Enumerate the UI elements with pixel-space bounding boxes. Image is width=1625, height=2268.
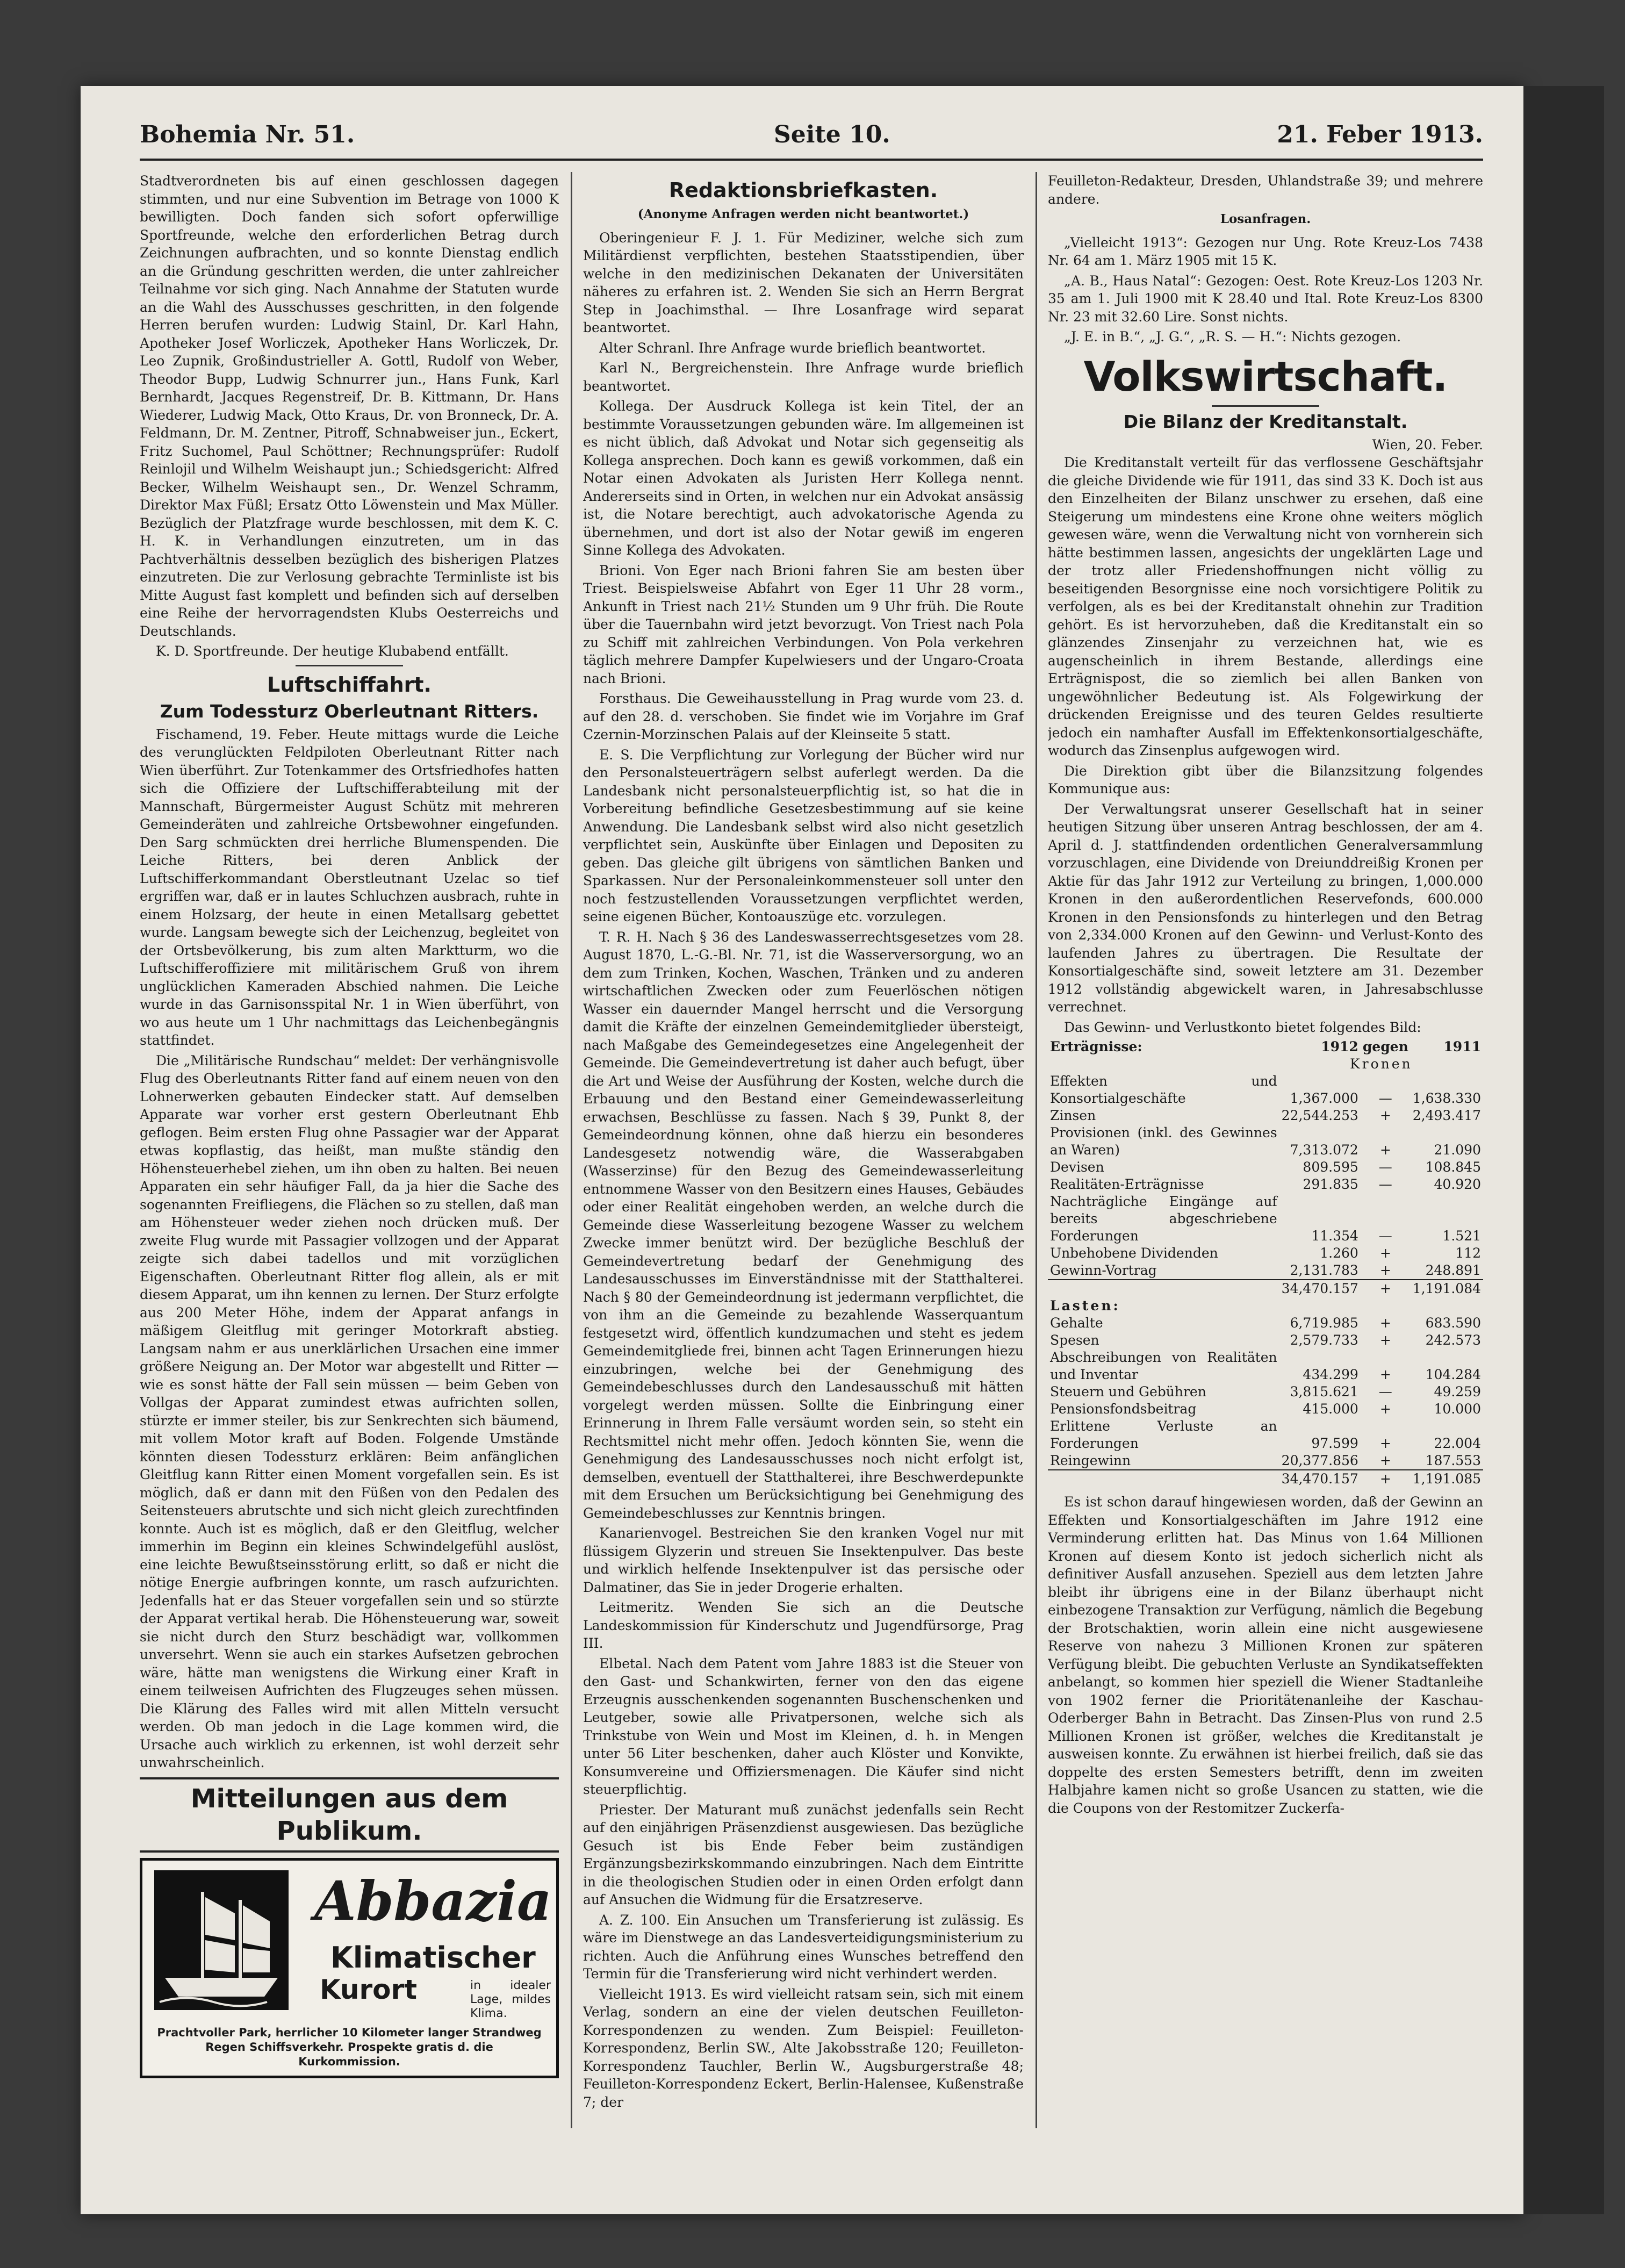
- sport-paragraph: Stadtverordneten bis auf einen geschlossen dagegen stimmten, und nur eine Subvention im Betrage von 1000 K bewilligten. Doch fanden sich sofort opferwillige Sportfreunde, welche den erforderlichen Betrag durch Zeichnungen aufbrachten, und so konnte Dienstag endlich an die Gründung geschritten werden, die unter zahlreicher Teilnahme vor sich ging. Nach Annahme der Statuten wurde an die Wahl des Ausschusses geschritten, in den folgende Herren berufen wurden: Ludwig Stainl, Dr. Karl Hahn, Apotheker Josef Worliczek, Apotheker Hans Worliczek, Dr. Leo Zupnik, Großindustrieller A. Gottl, Rudolf von Weber, Theodor Bupp, Ludwig Schnurrer jun., Hans Funk, Karl Bernhardt, Jacques Regenstreif, Dr. B. Kittmann, Dr. Hans Wiederer, Ludwig Mack, Otto Kraus, Dr. von Bronneck, Dr. A. Feldmann, Dr. M. Zentner, Pitroff, Schnabweiser jun., Eckert, Fritz Suchomel, Paul Schöttner; Rechnungsprüfer: Rudolf Reinlojil und Wilhelm Weishaupt jun.; Schiedsgericht: Alfred Becker, Wilhelm Weishaupt sen., Dr. Wenzel Schramm, Direktor Max Füßl; Ersatz Otto Löwenstein und Max Müller. Bezüglich der Platzfrage wurde beschlossen, mit dem K. C. H. K. in Verhandlungen einzutreten, um in das Pachtverhältnis desselben bezüglich des bisherigen Platzes einzutreten. Die zur Verlosung gebrachte Terminliste ist bis Mitte August fast komplett und befinden sich auf derselben eine Reihe der hervorragendsten Klubs Oesterreichs und Deutschlands.: [140, 173, 559, 639]
- income-rows: [1048, 1073, 1483, 1280]
- table-row: [1048, 1383, 1483, 1401]
- answer-paragraph: Forsthaus. Die Geweihausstellung in Prag wurde vom 23. d. auf den 28. d. verschoben. Sie findet wie im Vorjahre im Graf Czernin-Morzinschen Palais auf der Kleinseite 5 statt.: [583, 691, 1024, 742]
- divider: [296, 665, 403, 666]
- lottery-answer: „J. E. in B.“, „J. G.“, „R. S. — H.“: Nichts gezogen.: [1064, 329, 1401, 344]
- table-cell-label: Spesen: [1050, 1332, 1099, 1348]
- article-paragraph: Der Verwaltungsrat unserer Gesellschaft hat in seiner heutigen Sitzung über unseren Antrag beschlossen, der am 4. April d. J. stattfindenden ordentlichen Generalversammlung vorzuschlagen, eine Dividende von Dreiunddreißig Kronen per Aktie für das Jahr 1912 zur Verteilung zu bringen, 1,000.000 Kronen in den außerordentlichen Reservefonds, 600.000 Kronen in den Pensionsfonds zu hinterlegen und den Betrag von 2,334.000 Kronen auf den Gewinn- und Verlust-Konto des laufenden Jahres zu übertragen. Die Resultate der Konsortialgeschäfte sind, soweit letztere am 31. Dezember 1912 vollständig abgewickelt waren, in Jahresabschlusse verrechnet.: [1048, 801, 1483, 1015]
- table-cell-v1911: 10.000: [1434, 1401, 1481, 1417]
- header-rule: [140, 159, 1483, 161]
- table-cell-v1911: 248.891: [1425, 1262, 1481, 1278]
- article-paragraph: Die Kreditanstalt verteilt für das verflossene Geschäftsjahr die gleiche Dividende wie für 1911, das sind 33 K. Doch ist aus den Einzelheiten der Bilanz unschwer zu ersehen, daß eine Steigerung um mindestens eine Krone ohne weiters möglich gewesen wäre, wenn die Verwaltung nicht von vornherein sich hätte bestimmen lassen, angesichts der ungeklärten Lage und der trotz aller Friedenshoffnungen nicht völlig zu beseitigenden Besorgnisse eine noch vorsichtigere Politik zu verfolgen, als es bei der Kreditanstalt ohnehin zur Tradition gehört. Es ist hervorzuheben, daß die Kreditanstalt ein so glänzendes Zinsenjahr zu verzeichnen hat, wie es augenscheinlich in ihrem Bestande, allerdings eine Erträgnispost, die so ziemlich bei allen Banken von ungewöhnlicher Bedeutung ist. Als Folgewirkung der drückenden Ereignisse und des teuren Geldes resultierte jedoch ein namhafter Ausfall im Effektenkonsortialgeschäfte, wodurch das Zinsenplus aufgewogen wird.: [1048, 455, 1483, 758]
- table-cell-v1911: 108.845: [1425, 1159, 1481, 1175]
- ad-section-title: Mitteilungen aus dem Publikum.: [140, 1777, 559, 1853]
- expense-total-1912: 34,470.157: [1279, 1470, 1361, 1488]
- table-cell-v1911: 242.573: [1425, 1332, 1481, 1348]
- newspaper-page: [81, 86, 1523, 2214]
- ad-footer: Prachtvoller Park, herrlicher 10 Kilometer langer Strandweg Regen Schiffsverkehr. Prospekte gratis d. die Kurkommission.: [157, 2026, 542, 2068]
- table-cell-v1912: 3,815.621: [1290, 1384, 1358, 1399]
- table-cell-label: Devisen: [1050, 1159, 1104, 1175]
- answer-paragraph: Leitmeritz. Wenden Sie sich an die Deutsche Landeskommission für Kinderschutz und Jugendfürsorge, Prag III.: [583, 1599, 1024, 1651]
- article-closing-paragraph: Es ist schon darauf hingewiesen worden, daß der Gewinn an Effekten und Konsortialgeschäften im Jahre 1912 eine Verminderung erlitten hat. Das Minus von 1.64 Millionen Kronen auf diesem Konto ist jedoch sicherlich nicht als definitiver Ausfall anzusehen. Speziell aus dem letzten Jahre bleibt ihr übrigens eine in der Bilanz überhaupt nicht einbezogene Transaktion zur Verfügung, nämlich die Begebung der Brotschaktien, worin allein eine nicht ausgewiesene Reserve von nahezu 3 Millionen Kronen zur späteren Verfügung bleibt. Die gebuchten Verluste an Syndikatseffekten anbelangt, so kommen hier speziell die Wiener Stadtanleihe von 1902 ferner die Prioritätenanleihe der Kaschau-Oderberger Bahn in Betracht. Das Zinsen-Plus von rund 2.5 Millionen Kronen ist größer, welches die Kreditanstalt je ausweisen konnte. Zu erwähnen ist hierbei freilich, daß sie das doppelte des ersten Semesters betrifft, denn im zweiten Halbjahre kamen nicht so große Usancen zu statten, wie die die Coupons von der Restomitzer Zuckerfa-: [1048, 1494, 1483, 1816]
- page-header: [140, 121, 1483, 159]
- table-row: [1048, 1073, 1483, 1107]
- table-cell-v1912: 2,131.783: [1290, 1262, 1358, 1278]
- table-vs: gegen: [1362, 1039, 1408, 1054]
- answer-paragraph: Alter Schranl. Ihre Anfrage wurde brieflich beantwortet.: [599, 340, 986, 356]
- table-cell-v1912: 11.354: [1311, 1228, 1358, 1244]
- table-row: [1048, 1176, 1483, 1193]
- table-cell-sign: —: [1378, 1090, 1392, 1106]
- table-cell-label: Realitäten-Erträgnisse: [1050, 1176, 1204, 1192]
- table-cell-sign: +: [1379, 1453, 1391, 1468]
- table-cell-v1911: 40.920: [1434, 1176, 1481, 1192]
- answer-paragraph: Priester. Der Maturant muß zunächst jedenfalls sein Recht auf den einjährigen Präsenzdienst ausgewiesen. Das bezügliche Gesuch ist bis Ende Feber beim zuständigen Ergänzungsbezirkskommando einzubringen. Nach dem Eintritte in die theologischen Studien oder in einen Orden erfolgt dann auf Ansuchen die Widmung für die Ersatzreserve.: [583, 1802, 1024, 1907]
- article-title-bilanz: Die Bilanz der Kreditanstalt.: [1123, 411, 1408, 432]
- section-title-letterbox: Redaktionsbriefkasten.: [668, 178, 938, 202]
- table-cell-v1911: 2,493.417: [1412, 1108, 1481, 1123]
- table-cell-v1911: 104.284: [1425, 1367, 1481, 1382]
- sailing-ship-icon: [154, 1870, 289, 2010]
- dateline: Wien, 20. Feber.: [1372, 436, 1483, 453]
- table-cell-label: Zinsen: [1050, 1108, 1096, 1123]
- ad-side-text: in idealer Lage, mildes Klima.: [470, 1978, 551, 2020]
- section-title-aviation: Luftschiffahrt.: [267, 672, 432, 697]
- table-cell-v1912: 20,377.856: [1281, 1453, 1358, 1468]
- table-cell-v1912: 1,367.000: [1290, 1090, 1358, 1106]
- lottery-title: Losanfragen.: [1220, 212, 1311, 226]
- lottery-answer: „A. B., Haus Natal“: Gezogen: Oest. Rote Kreuz-Los 1203 Nr. 35 am 1. Juli 1900 mit K 28.40 und Ital. Rote Kreuz-Los 8300 Nr. 23 mit 32.60 Lire. Sonst nichts.: [1048, 272, 1483, 325]
- table-year-1912: 1912: [1321, 1039, 1358, 1054]
- article-paragraph: Die Direktion gibt über die Bilanzsitzung folgendes Kommunique aus:: [1048, 763, 1483, 796]
- table-cell-sign: +: [1379, 1401, 1391, 1417]
- expense-total-row: [1048, 1470, 1483, 1488]
- article-paragraph: Die „Militärische Rundschau“ meldet: Der verhängnisvolle Flug des Oberleutnants Ritter fand auf einem neuen von den Lohnerwerken gebauten Eindecker statt. Auf demselben Apparate war vorher erst gestern Oberleutnant Ehb geflogen. Beim ersten Flug ohne Passagier war der Apparat etwas kopflastig, das heißt, man mußte ständig den Höhensteuerhebel ziehen, um ihn oben zu halten. Bei neuen Apparaten ein sehr häufiger Fall, da ja hier die Sache des sogenannten Freifliegens, die Flächen so zu stellen, daß man am Höhensteuer weder ziehen noch drücken muß. Der zweite Flug wurde mit Passagier vollzogen und der Apparat zeigte sich dabei tadellos und mit vorzüglichen Eigenschaften. Oberleutnant Ritter flog allein, als er mit diesem Apparat, um ihn kennen zu lernen. Der Sturz erfolgte aus 200 Meter Höhe, indem der Apparat anfangs in mäßigem Gleitflug mit geringer Motorkraft abstieg. Langsam nahm er aus unerklärlichen Ursachen eine immer größere Neigung an. Der Motor war abgestellt und Ritter — wie es sonst hätte der Fall sein müssen — beim Geben von Vollgas der Apparat zumindest etwas aufrichten sollen, stürzte er immer steiler, bis zur Senkrechten sich bäumend, mit vollem Motor kraft auf Boden. Folgende Umstände könnten diesen Todessturz erklären: Beim anfänglichen Gleitflug kann Ritter einen Moment vorgefallen sein. Es ist möglich, daß er dann mit den Füßen von den Pedalen des Seitensteuers abrutschte und sich nicht gleich zurechtfinden konnte. Auch ist es möglich, daß er den Gleitflug, welcher immerhin im Beginn ein kleines Schwindelgefühl auslöst, eine leichte Bewußtseinsstörung erlitt, so daß er nicht die nötige Energie aufbringen konnte, um rasch aufzurichten. Jedenfalls hat er das Steuer vorgefallen sein und so stürzte der Apparat vertikal herab. Die Höhensteuerung war, soweit sie nicht durch den Sturz beschädigt war, vollkommen unversehrt. Wenn sie auch ein starkes Aufsetzen gebrochen wäre, hätte man wenigstens die Wirkung einer Kraft in einem teilweisen Aufrichten des Flugzeuges sehen müssen. Die Klärung des Falles wird mit allen Mitteln versucht werden. Ob man jedoch in die Lage kommen wird, die Ursache auch wirklich zu erkennen, ist wohl derzeit sehr unwahrscheinlich.: [140, 1052, 559, 1770]
- table-cell-label: Gehalte: [1050, 1315, 1103, 1331]
- table-cell-sign: —: [1378, 1228, 1392, 1244]
- table-row: [1048, 1124, 1483, 1159]
- table-cell-v1911: 683.590: [1425, 1315, 1481, 1331]
- column-rule-2: [1036, 172, 1037, 2128]
- table-cell-v1912: 415.000: [1303, 1401, 1358, 1417]
- table-cell-sign: +: [1379, 1367, 1391, 1382]
- income-total-sign: +: [1361, 1280, 1411, 1297]
- column-rule-1: [571, 172, 572, 2128]
- answer-paragraph: Vielleicht 1913. Es wird vielleicht ratsam sein, sich mit einem Verlag, sondern an eine der vielen deutschen Feuilleton-Korrespondenzen zu wenden. Zum Beispiel: Feuilleton-Korrespondenz, Berlin SW., Alte Jakobsstraße 120; Feuilleton-Korrespondenz Tauchler, Berlin W., Augsburgerstraße 48; Feuilleton-Korrespondenz Eckert, Berlin-Halensee, Kußenstraße 7; der: [583, 1986, 1024, 2110]
- table-row: [1048, 1452, 1483, 1470]
- page-number: Seite 10.: [774, 121, 890, 148]
- table-row: [1048, 1245, 1483, 1262]
- table-cell-label: Provisionen (inkl. des Gewinnes an Waren): [1050, 1125, 1277, 1158]
- expense-total-sign: +: [1361, 1470, 1411, 1488]
- table-cell-sign: —: [1378, 1159, 1392, 1175]
- answer-paragraph: Kanarienvogel. Bestreichen Sie den kranken Vogel nur mit flüssigem Glyzerin und streuen Sie Insektenpulver. Das beste und wirklich helfende Insektenpulver ist das persische oder Dalmatiner, das Sie in jeder Drogerie erhalten.: [583, 1525, 1024, 1595]
- table-cell-label: Abschreibungen von Realitäten und Inventar: [1050, 1350, 1277, 1382]
- table-cell-v1912: 97.599: [1311, 1436, 1358, 1451]
- table-cell-v1912: 7,313.072: [1290, 1142, 1358, 1158]
- table-cell-v1911: 1,638.330: [1412, 1090, 1481, 1106]
- answer-paragraph: Oberingenieur F. J. 1. Für Mediziner, welche sich zum Militärdienst verpflichten, bestehen Staatsstipendien, über welche in den medizinischen Dekanaten der Universitäten näheres zu erfahren ist. 2. Wenden Sie sich an Herrn Bergrat Step in Joachimsthal. — Ihre Losanfrage wird separat beantwortet.: [583, 229, 1024, 335]
- table-cell-v1912: 6,719.985: [1290, 1315, 1358, 1331]
- table-cell-sign: +: [1379, 1245, 1391, 1261]
- article-paragraph: Das Gewinn- und Verlustkonto bietet folgendes Bild:: [1064, 1019, 1421, 1035]
- table-unit: Kronen: [1349, 1056, 1413, 1072]
- sport-note: K. D. Sportfreunde. Der heutige Klubabend entfällt.: [156, 643, 509, 659]
- table-cell-label: Erlittene Verluste an Forderungen: [1050, 1418, 1277, 1451]
- table-cell-v1912: 2,579.733: [1290, 1332, 1358, 1348]
- answer-paragraph: T. R. H. Nach § 36 des Landeswasserrechtsgesetzes vom 28. August 1870, L.-G.-Bl. Nr. 71, ist die Wasserversorgung, wo an dem zum Trinken, Kochen, Waschen, Tränken und zu anderen wirtschaftlichen Zwecken oder zum Feuerlöschen nötigen Wasser ein dauernder Mangel herrscht und die Versorgung damit die Kräfte der einzelnen Gemeindemitglieder übersteigt, nach Maßgabe des Gemeindegesetzes eine Angelegenheit der Gemeinde. Die Gemeindevertretung ist daher auch befugt, über die Art und Weise der Ausführung der Kosten, welche durch die Erbauung und den Bestand einer Gemeindewasserleitung erwachsen, Beschlüsse zu fassen. Nach § 39, Punkt 8, der Gemeindeordnung können, ohne daß hierzu ein besonderes Landesgesetz notwendig wäre, die Wasserabgaben (Wasserzinse) für den Bezug des Gemeindewasserleitung entnommene Wasser von den Besitzern eines Hauses, Gebäudes oder einer Realität eingehoben werden, an welche durch die Gemeinde diese Wasserleitung bezogene Wasser zu welchem Zwecke immer benützt wird. Der bezügliche Beschluß der Gemeindevertretung bedarf der Genehmigung des Landesausschusses im Einverständnisse mit der Statthalterei. Nach § 80 der Gemeindeordnung ist jedermann verpflichtet, die von ihm an die Gemeinde zu bezahlende Wasserquantum festgesetzt wird, öffentlich kundzumachen und steht es jedem Gemeindemitgliede frei, binnen acht Tagen Erinnerungen hiezu einzubringen, welche bei der Genehmigung des Gemeindebeschlusses durch den Landesausschuß mit hätten vorgelegt werden müssen. Sollte die Einbringung einer Erinnerung in Ihrem Falle versäumt worden sein, so steht ein Rechtsmittel nicht mehr offen. Jedoch könnten Sie, wenn die Genehmigung des Landesausschusses noch nicht erfolgt ist, demselben, eventuell der Statthalterei, ihre Beschwerdepunkte mit dem Ersuchen um Berücksichtigung bei Genehmigung des Gemeindebeschlusses zur Kenntnis bringen.: [583, 929, 1024, 1521]
- answer-paragraph: Kollega. Der Ausdruck Kollega ist kein Titel, der an bestimmte Voraussetzungen gebunden wäre. Im allgemeinen ist es nicht üblich, daß Advokat und Notar sich gegenseitig als Kollega ansprechen. Doch kann es gewiß vorkommen, daß ein Notar einen Advokaten als Juristen Herr Kollega nennt. Andererseits sind in Orten, in welchen nur ein Advokat ansässig ist, die Notare berechtigt, auch advokatorische Agenda zu übernehmen, und dort ist also der Notar gewiß im engeren Sinne Kollega des Advokaten.: [583, 398, 1024, 558]
- table-cell-sign: —: [1378, 1384, 1392, 1399]
- issue-date: 21. Feber 1913.: [1277, 121, 1483, 148]
- expense-rows: [1048, 1315, 1483, 1470]
- table-row: [1048, 1193, 1483, 1245]
- section-title-economy: Volkswirtschaft.: [1083, 352, 1448, 400]
- income-total-row: [1048, 1280, 1483, 1297]
- table-cell-label: Gewinn-Vortrag: [1050, 1262, 1157, 1278]
- table-cell-sign: +: [1379, 1436, 1391, 1451]
- income-total-1912: 34,470.157: [1279, 1280, 1361, 1297]
- table-cell-sign: +: [1379, 1108, 1391, 1123]
- letterbox-continuation: Feuilleton-Redakteur, Dresden, Uhlandstraße 39; und mehrere andere.: [1048, 173, 1483, 207]
- abbazia-advertisement: [140, 1858, 559, 2078]
- table-label-lasten: Lasten:: [1050, 1298, 1120, 1314]
- table-cell-label: Unbehobene Dividenden: [1050, 1245, 1218, 1261]
- table-row: [1048, 1159, 1483, 1176]
- divider: [1212, 405, 1319, 407]
- column-3: [1048, 172, 1483, 2161]
- table-cell-label: Steuern und Gebühren: [1050, 1384, 1206, 1399]
- table-row: [1048, 1349, 1483, 1383]
- income-total-1911: 1,191.084: [1411, 1280, 1483, 1297]
- table-cell-sign: —: [1378, 1176, 1392, 1192]
- table-cell-v1911: 49.259: [1434, 1384, 1481, 1399]
- ad-line-2: Kurort: [320, 1973, 418, 2005]
- table-cell-sign: +: [1379, 1142, 1391, 1158]
- table-cell-v1911: 1.521: [1442, 1228, 1481, 1244]
- table-cell-label: Nachträgliche Eingänge auf bereits abgeschriebene Forderungen: [1050, 1194, 1277, 1244]
- lottery-answer: „Vielleicht 1913“: Gezogen nur Ung. Rote Kreuz-Los 7438 Nr. 64 am 1. März 1905 mit 15 K.: [1048, 234, 1483, 268]
- ad-line-1: Klimatischer: [330, 1940, 536, 1975]
- column-1: [140, 172, 559, 2161]
- ad-name: Abbazia: [314, 1869, 552, 1933]
- table-row: [1048, 1332, 1483, 1349]
- table-cell-v1912: 1.260: [1320, 1245, 1358, 1261]
- table-row: [1048, 1107, 1483, 1124]
- column-2: [583, 172, 1024, 2161]
- answer-paragraph: A. Z. 100. Ein Ansuchen um Transferierung ist zulässig. Es wäre im Dienstwege an das Landesverteidigungsministerium zu richten. Auch die Anführung eines Wunsches betreffend den Termin für die Transferierung wird nicht verhindert werden.: [583, 1912, 1024, 1982]
- letterbox-note: (Anonyme Anfragen werden nicht beantwortet.): [637, 207, 969, 221]
- answer-paragraph: Brioni. Von Eger nach Brioni fahren Sie am besten über Triest. Beispielsweise Abfahrt von Eger 11 Uhr 28 vorm., Ankunft in Triest nach 21½ Stunden um 9 Uhr früh. Die Route über die Tauernbahn wird jetzt bevorzugt. Von Triest nach Pola zu Schiff mit zahlreichen Verbindungen. Von Pola verkehren täglich mehrere Dampfer Kupelwiesers und der Ungaro-Croata nach Brioni.: [583, 562, 1024, 686]
- table-label-ertraege: Erträgnisse:: [1050, 1039, 1142, 1054]
- table-row: [1048, 1262, 1483, 1280]
- issue-number: Bohemia Nr. 51.: [140, 121, 355, 148]
- table-cell-v1911: 187.553: [1425, 1453, 1481, 1468]
- table-cell-sign: +: [1379, 1315, 1391, 1331]
- profit-loss-table: [1048, 1038, 1483, 1488]
- page-edge: [1523, 86, 1604, 2214]
- table-cell-sign: +: [1379, 1332, 1391, 1348]
- table-row: [1048, 1418, 1483, 1452]
- article-title-ritter: Zum Todessturz Oberleutnant Ritters.: [160, 700, 539, 722]
- table-year-1911: 1911: [1443, 1039, 1481, 1054]
- answer-paragraph: Karl N., Bergreichenstein. Ihre Anfrage wurde brieflich beantwortet.: [583, 360, 1024, 394]
- table-cell-label: Reingewinn: [1050, 1453, 1131, 1468]
- expense-total-1911: 1,191.085: [1411, 1470, 1483, 1488]
- answer-paragraph: Elbetal. Nach dem Patent vom Jahre 1883 ist die Steuer von den Gast- und Schankwirten, ferner von den das eigene Erzeugnis ausschenkenden sogenannten Buschenschenken und Leutgeber, sowie alle Privatpersonen, welche sich als Trinkstube von Wein und Most im Kleinen, d. h. in Mengen unter 56 Liter beschenken, daher auch Klöster und Konvikte, Konsumvereine und Offiziersmenagen. Die Käufer sind nicht steuerpflichtig.: [583, 1655, 1024, 1797]
- article-paragraph: Fischamend, 19. Feber. Heute mittags wurde die Leiche des verunglückten Feldpiloten Oberleutnant Ritter nach Wien überführt. Zur Totenkammer des Ortsfriedhofes hatten sich die Offiziere der Luftschifferabteilung mit der Mannschaft, Bürgermeister August Schütz mit mehreren Gemeinderäten und zahlreiche Ortsbewohner eingefunden. Den Sarg schmückten drei herrliche Blumenspenden. Die Leiche Ritters, bei deren Anblick der Luftschifferkommandant Oberstleutnant Uzelac so tief ergriffen war, daß er in lautes Schluchzen ausbrach, ruhte in einem Holzsarg, der heute in einen Metallsarg gebettet wurde. Langsam bewegte sich der Leichenzug, begleitet von der Ortsbevölkerung, bis zum alten Marktturm, wo die Luftschifferoffiziere mit militärischem Gruß von ihrem unglücklichen Kameraden Abschied nahmen. Die Leiche wurde in das Garnisonsspital Nr. 1 in Wien überführt, von wo aus heute um 1 Uhr nachmittags das Leichenbegängnis stattfindet.: [140, 726, 559, 1048]
- answer-paragraph: E. S. Die Verpflichtung zur Vorlegung der Bücher wird nur den Personalsteuerträgern selbst auferlegt werden. Da die Landesbank nicht personalsteuerpflichtig ist, so hat die in Vorbereitung befindliche Gesetzesbestimmung auf sie keine Anwendung. Die Landesbank selbst wird also nicht gesetzlich verpflichtet sein, Auskünfte über Einlagen und Depositen zu geben. Das gleiche gilt übrigens von sämtlichen Banken und Sparkassen. Nur der Personaleinkommensteuer soll unter den noch festzustellenden Voraussetzungen verpflichtet werden, seine eigenen Bücher, Kontoauszüge etc. vorzulegen.: [583, 747, 1024, 924]
- table-cell-v1912: 291.835: [1303, 1176, 1358, 1192]
- table-cell-sign: +: [1379, 1262, 1391, 1278]
- table-row: [1048, 1401, 1483, 1418]
- table-row: [1048, 1315, 1483, 1332]
- table-cell-v1911: 112: [1455, 1245, 1481, 1261]
- table-cell-v1912: 809.595: [1303, 1159, 1358, 1175]
- table-cell-label: Effekten und Konsortialgeschäfte: [1050, 1073, 1277, 1106]
- table-cell-v1912: 22,544.253: [1281, 1108, 1358, 1123]
- table-cell-v1912: 434.299: [1303, 1367, 1358, 1382]
- table-cell-v1911: 21.090: [1434, 1142, 1481, 1158]
- table-cell-label: Pensionsfondsbeitrag: [1050, 1401, 1197, 1417]
- table-cell-v1911: 22.004: [1434, 1436, 1481, 1451]
